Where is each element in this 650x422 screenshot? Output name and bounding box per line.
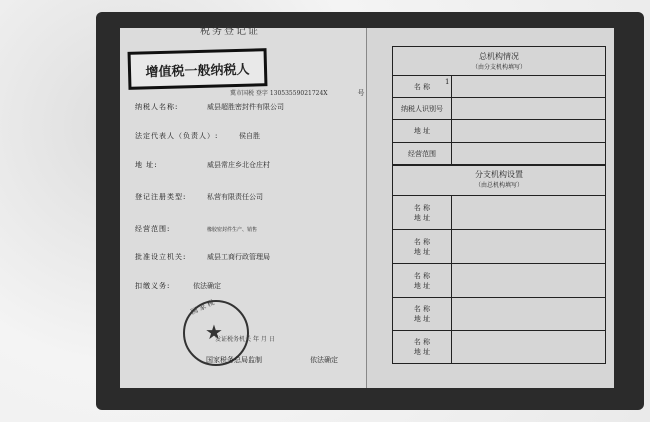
branch-group: 名 称 地 址 [393,229,605,263]
hq-row-address: 地 址 [393,119,605,142]
field-approving-authority: 批准设立机关: 威县工商行政管理局 [135,253,270,261]
field-legal-rep: 法定代表人（负责人）: 侯自胜 [135,132,260,140]
footer-supervisor: 国家税务总局监制 [206,356,262,364]
number-suffix: 号 [357,89,365,97]
vat-taxpayer-stamp: 增值税一般纳税人 [128,48,268,90]
branch-group: 名 称 地 址 [393,330,605,363]
branch-group: 名 称 地 址 [393,195,605,229]
branch-subtitle: （由总机构填写） [474,182,523,189]
branch-title: 分支机构设置 （由总机构填写） [393,169,605,189]
branch-group: 名 称 地 址 [393,297,605,330]
star-icon: ★ [205,320,223,344]
registration-number: 13053559021724X [269,90,328,97]
field-taxpayer-name: 纳税人名称: 威县超胜密封件有限公司 [135,103,284,111]
seal-issuing-org: 发证税务机关 [215,336,252,343]
field-withholding-duty: 扣缴义务: 依法确定 [135,282,221,290]
field-business-scope: 经营范围: 橡胶密封件生产、销售 [135,225,258,233]
hq-name-mark: 1 [445,78,450,86]
seal-date: 年 月 日 [253,336,275,343]
branch-table [392,164,606,364]
hq-row-taxid: 纳税人识别号 [393,97,605,119]
hq-row-scope: 经营范围 [393,142,605,165]
hq-subtitle: （由分支机构填写） [471,64,526,71]
hq-row-name: 名 称 1 [393,75,605,97]
headquarters-table [392,46,606,166]
field-registration-type: 登记注册类型: 私营有限责任公司 [135,193,263,201]
seal-arc-text: 国家税 [189,297,218,317]
registration-number-line [230,88,364,98]
hq-title: 总机构情况 （由分支机构填写） [393,51,605,71]
number-prefix: 冀市国税 登字 [230,90,268,97]
branch-group: 名 称 地 址 [393,263,605,297]
footer-note: 依法确定 [310,356,338,364]
certificate-title: 税务登记证 [200,26,260,37]
field-address: 地 址: 威县常庄乡北仓庄村 [135,161,270,169]
